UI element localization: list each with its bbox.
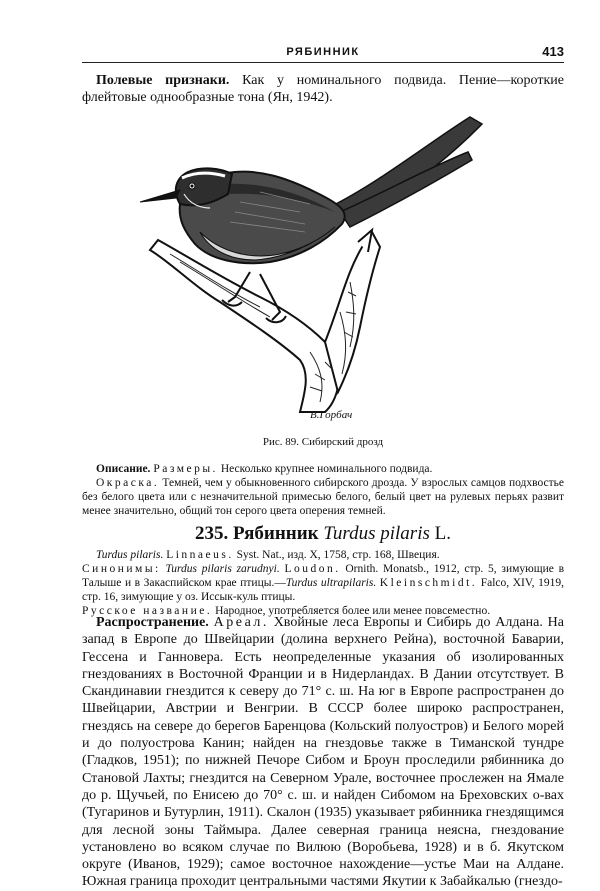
synonym-text-1: Ornith. Monatsb., 1912, стр. 5, зимующие в Талыше и в Закаспийском крае птицы.— (82, 563, 565, 589)
synonym-text-2: Falco, XIV, 1919, стр. 16, зимующие у оз. Иссык-куль птицы. (82, 577, 564, 603)
field-marks-paragraph (82, 72, 564, 106)
synonym-latin-2: Turdus ultrapilaris. (285, 577, 377, 589)
bird-illustration (110, 112, 510, 427)
synonym-latin-1: Turdus pilaris zarudnyi. (165, 563, 280, 575)
color-label: Окраска. (96, 477, 160, 489)
species-latin: Turdus pilaris (323, 523, 430, 544)
distribution-text: Хвойные леса Европы и Сибирь до Алдана. На запад в Европе до Швейцарии (долина верхнего Рейна), восточной Баварии, Гессена и Ганновера. Есть неопределенные указания об изолированных гнездованиях в Восточной Франции и в Нидерландах. В Дании отсутствует. В Скандинавии гнездится к северу до 71° с. ш. На юг в Европе распространен до Швейцарии, Австрии и Венгрии. В СССР более широко распространен, гнездясь на севере до берегов Баренцова (Кольский полуостров) и Белого морей и до полуострова Канин; найден на гнездовье также в Тиманской тундре (Гладков, 1951); по нижней Печоре Сибом и Броун проследили рябинника до Становой Лахты; гнездится на Северном Урале, восточнее прослежен на Ямале до р. Щучьей, по Енисею до 70° с. ш. и найден Сибомом на Бреховских о-вах (Тугаринов и Бутурлин, 1911). Скалон (1935) указывает рябинника гнездящимся для лесной зоны Таймыра. Далее северная граница неясна, гнездование установлено во всяком случае по Вилюю (Воробьева, 1928) и в б. Якутском округе (Иванов, 1929); самое восточное нахождение—устье Маи на Алдане. Южная граница проходит центральными частями Якутии к Забайкалью (гнездо- (82, 615, 564, 890)
species-heading (82, 523, 564, 545)
running-title: РЯБИННИК (286, 46, 360, 58)
field-marks-text: Как у номинального подвида. Пение—короткие флейтовые однообразные тона (Ян, 1942). (82, 73, 564, 105)
russian-name-label: Русское название. (82, 605, 213, 617)
size-text: Несколько крупнее номинального подвида. (220, 463, 433, 475)
distribution-label: Распространение. (96, 615, 209, 630)
synonymy-author: Linnaeus. (166, 549, 234, 561)
species-number: 235. (195, 523, 229, 544)
synonymy-latin: Turdus pilaris. (96, 549, 164, 561)
bird-tail (330, 117, 482, 227)
figure-caption: Рис. 89. Сибирский дрозд (262, 436, 384, 448)
description-label: Описание. (96, 463, 151, 475)
synonym-author-2: Kleinschmidt. (379, 577, 478, 589)
description-paragraph (82, 462, 564, 518)
area-label: Ареал. (213, 615, 269, 630)
color-text: Темней, чем у обыкновенного сибирского дрозда. У взрослых самцов подхвостье без белого цвета или с незначительной примесью белого, белый цвет на рулевых перьях развит менее значительно, общий тон серого цвета оперения темней. (82, 477, 564, 517)
species-name: Рябинник (233, 523, 319, 544)
species-author: L. (434, 523, 451, 544)
page-number: 413 (542, 44, 564, 59)
synonymy-block (82, 548, 564, 618)
russian-name-text: Народное, употребляется более или менее повсеместно. (215, 605, 491, 617)
field-marks-label: Полевые признаки. (96, 73, 230, 88)
size-label: Размеры. (153, 463, 218, 475)
synonymy-text: Syst. Nat., изд. X, 1758, стр. 168, Швеция. (236, 549, 440, 561)
running-head (82, 44, 564, 63)
distribution-paragraph (82, 614, 564, 891)
synonym-author-1: Loudon. (284, 563, 341, 575)
synonyms-label: Синонимы: (82, 563, 161, 575)
artist-signature: В.Горбач (310, 409, 353, 421)
